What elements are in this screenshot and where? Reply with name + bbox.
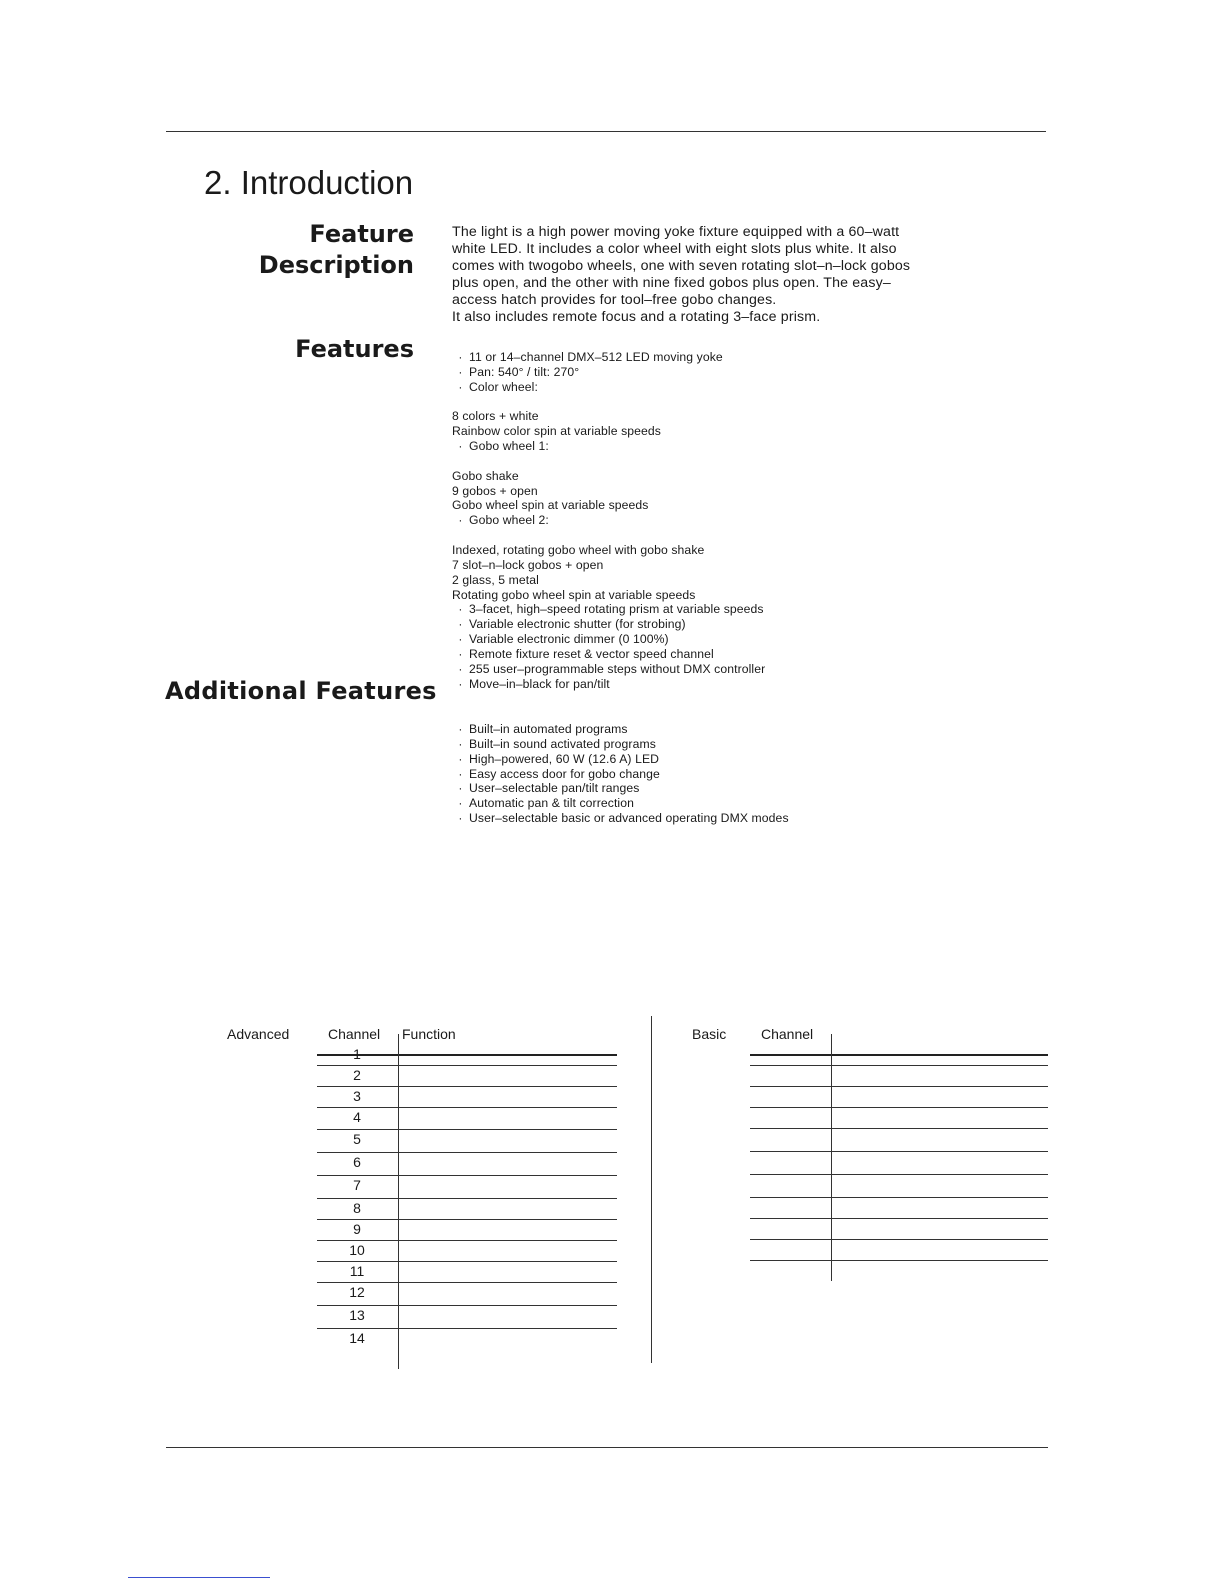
basic-row-rule [750, 1218, 1048, 1219]
feature-description-heading-line2: Description [258, 251, 414, 279]
bottom-rule [166, 1447, 1048, 1448]
feature-description-line: It also includes remote focus and a rotating 3–face prism. [452, 309, 821, 325]
advanced-row-rule [317, 1305, 617, 1306]
advanced-function-header: Function [402, 1026, 456, 1042]
list-spacer [452, 454, 765, 469]
advanced-row-rule [317, 1219, 617, 1220]
advanced-row-rule [317, 1175, 617, 1176]
list-spacer [452, 528, 765, 543]
basic-row-rule [750, 1260, 1048, 1261]
advanced-channel-number: 5 [353, 1131, 361, 1147]
additional-features-heading: Additional Features [165, 677, 437, 705]
feature-item: · Gobo wheel 1: [452, 439, 765, 454]
feature-item: · 11 or 14–channel DMX–512 LED moving yoke [452, 350, 765, 365]
advanced-channel-number: 13 [349, 1307, 365, 1323]
advanced-channel-header: Channel [328, 1026, 381, 1042]
advanced-channel-number: 10 [349, 1242, 365, 1258]
feature-item: · Color wheel: [452, 380, 765, 395]
feature-item: · Variable electronic dimmer (0 100%) [452, 632, 765, 647]
feature-item: 8 colors + white [452, 409, 539, 424]
advanced-row-rule [317, 1328, 617, 1329]
advanced-channel-number: 6 [353, 1154, 361, 1170]
advanced-channel-number: 14 [349, 1330, 365, 1346]
top-rule [166, 131, 1046, 132]
advanced-row-rule [317, 1261, 617, 1262]
advanced-channel-number: 9 [353, 1221, 361, 1237]
features-heading: Features [295, 335, 414, 363]
advanced-channel-number: 3 [353, 1088, 361, 1104]
page-title: 2. Introduction [204, 164, 414, 201]
advanced-row-rule [317, 1152, 617, 1153]
advanced-table-label: Advanced [227, 1026, 290, 1042]
feature-description-line: white LED. It includes a color wheel with eight slots plus white. It also [452, 241, 897, 257]
additional-feature-item: · Built–in sound activated programs [452, 737, 789, 752]
advanced-row-rule [317, 1086, 617, 1087]
feature-item: Indexed, rotating gobo wheel with gobo shake [452, 542, 705, 557]
feature-description-heading [154, 219, 414, 281]
feature-description-heading-line1: Feature [309, 220, 414, 248]
basic-row-rule [750, 1174, 1048, 1175]
advanced-row-rule [317, 1129, 617, 1130]
basic-row-rule [750, 1065, 1048, 1066]
feature-item: Rotating gobo wheel spin at variable speeds [452, 587, 696, 602]
advanced-channel-number: 7 [353, 1177, 361, 1193]
feature-item: 2 glass, 5 metal [452, 572, 539, 587]
feature-item: Rainbow color spin at variable speeds [452, 424, 661, 439]
advanced-channel-number: 1 [353, 1046, 361, 1062]
advanced-row-rule [317, 1198, 617, 1199]
advanced-row-rule [317, 1240, 617, 1241]
additional-feature-item: · High–powered, 60 W (12.6 A) LED [452, 752, 789, 767]
features-list [452, 350, 765, 691]
advanced-row-rule [317, 1065, 617, 1066]
feature-item: · Pan: 540° / tilt: 270° [452, 365, 765, 380]
feature-description-line: access hatch provides for tool–free gobo changes. [452, 292, 777, 308]
advanced-channel-number: 4 [353, 1109, 361, 1125]
basic-row-rule [750, 1128, 1048, 1129]
additional-feature-item: · User–selectable basic or advanced operating DMX modes [452, 811, 789, 826]
feature-item: · 255 user–programmable steps without DMX controller [452, 662, 765, 677]
feature-description-line: plus open, and the other with nine fixed gobos plus open. The easy– [452, 275, 891, 291]
feature-item: 9 gobos + open [452, 483, 538, 498]
feature-description-line: The light is a high power moving yoke fixture equipped with a 60–watt [452, 224, 900, 240]
feature-description-line: comes with twogobo wheels, one with seven rotating slot–n–lock gobos [452, 258, 911, 274]
footer-link-underline [128, 1577, 270, 1578]
basic-channel-header: Channel [761, 1026, 814, 1042]
basic-row-rule [750, 1086, 1048, 1087]
additional-features-list [452, 722, 789, 826]
advanced-channel-number: 2 [353, 1067, 361, 1083]
basic-row-rule [750, 1197, 1048, 1198]
basic-header-rule [750, 1054, 1048, 1056]
basic-column-divider [831, 1034, 832, 1281]
feature-item: Gobo shake [452, 468, 519, 483]
list-spacer [452, 395, 765, 410]
advanced-row-rule [317, 1282, 617, 1283]
feature-item: 7 slot–n–lock gobos + open [452, 557, 604, 572]
feature-item: · Gobo wheel 2: [452, 513, 765, 528]
additional-feature-item: · User–selectable pan/tilt ranges [452, 781, 789, 796]
basic-row-rule [750, 1239, 1048, 1240]
advanced-channel-number: 12 [349, 1284, 365, 1300]
feature-item: · Variable electronic shutter (for strobing) [452, 617, 765, 632]
feature-item: · Remote fixture reset & vector speed channel [452, 647, 765, 662]
advanced-channel-number: 8 [353, 1200, 361, 1216]
feature-item: Gobo wheel spin at variable speeds [452, 498, 649, 513]
feature-description-text [452, 224, 972, 326]
additional-feature-item: · Built–in automated programs [452, 722, 789, 737]
additional-feature-item: · Automatic pan & tilt correction [452, 796, 789, 811]
basic-row-rule [750, 1107, 1048, 1108]
basic-table-label: Basic [692, 1026, 727, 1042]
advanced-channel-number: 11 [349, 1263, 365, 1279]
additional-feature-item: · Easy access door for gobo change [452, 767, 789, 782]
feature-item: · Move–in–black for pan/tilt [452, 677, 765, 692]
feature-item: · 3–facet, high–speed rotating prism at variable speeds [452, 602, 765, 617]
basic-row-rule [750, 1151, 1048, 1152]
advanced-row-rule [317, 1107, 617, 1108]
center-divider [651, 1016, 652, 1363]
advanced-column-divider [398, 1034, 399, 1369]
